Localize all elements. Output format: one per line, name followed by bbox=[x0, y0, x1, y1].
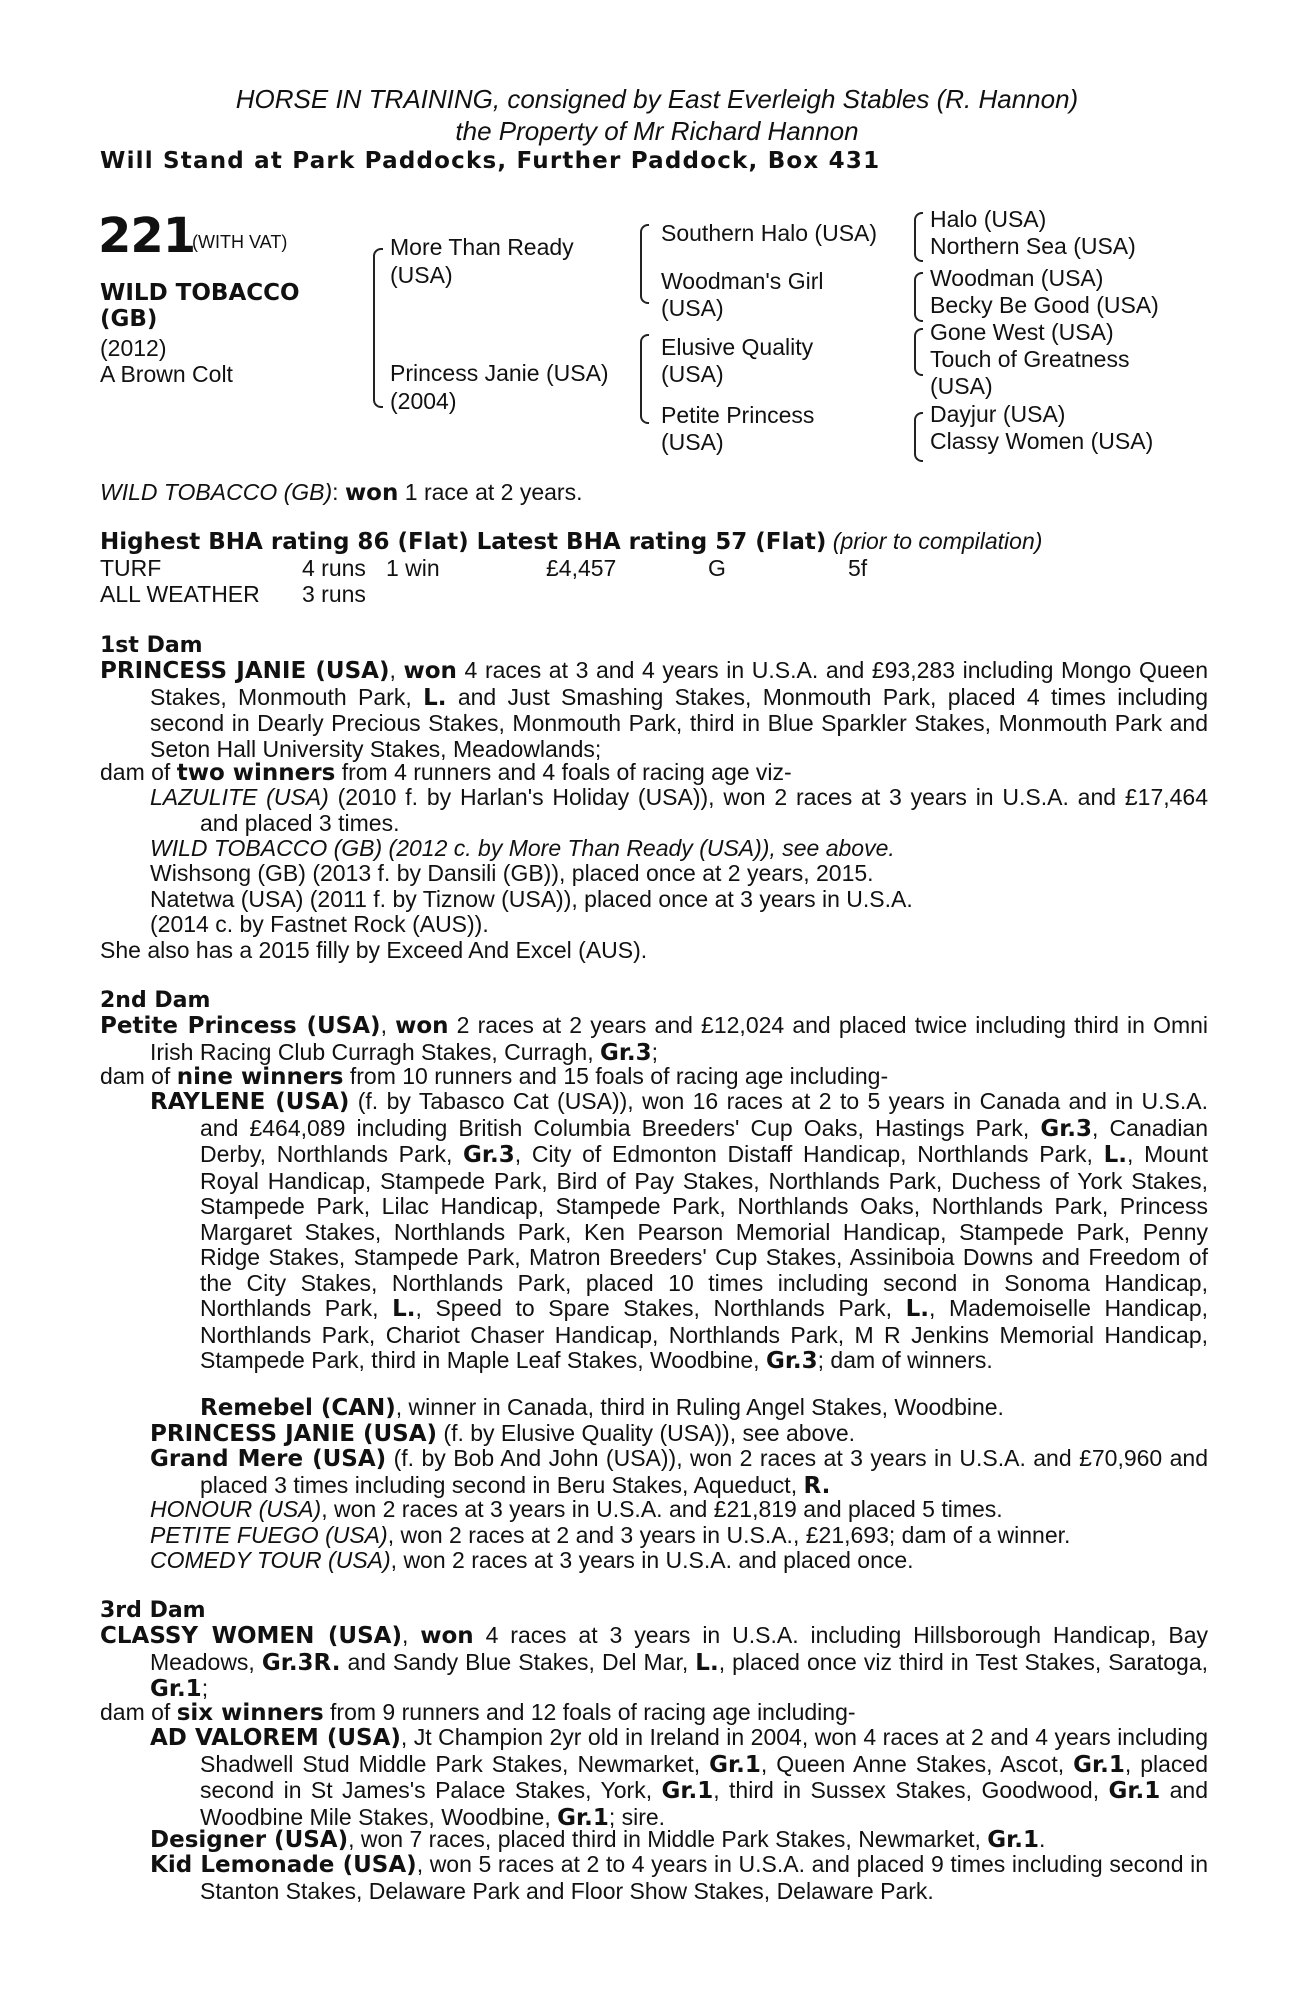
pedigree-brace-ss bbox=[914, 212, 923, 262]
dam-sire-line2: (USA) bbox=[661, 361, 724, 387]
header-line-1: HORSE IN TRAINING, consigned by East Everleigh Stables (R. Hannon) bbox=[235, 84, 1079, 114]
raylene-record bbox=[150, 1089, 1208, 1375]
dam1-dam-of bbox=[100, 760, 1208, 787]
av-b: , Queen Anne Stakes, Ascot, bbox=[760, 1750, 1065, 1777]
horse-year: (2012) bbox=[100, 335, 167, 361]
pedigree-brace-dam bbox=[640, 334, 649, 424]
dam3-damof-rest: from 9 runners and 12 foals of racing age including- bbox=[330, 1699, 856, 1725]
raylene-d: , Mount Royal Handicap, Stampede Park, Bird of Pay Stakes, Northlands Park, Duchess of York Stakes, Stampede Park, Lilac Handicap, Stampede Park, Northlands Oaks, Northlands Park, Princess Margaret Stakes, Northlands Park, Ken Pearson Memorial Handicap, Stampede Park, Penny Ridge Stakes, Stampede Park, Matron Breeders' Cup Stakes, Assiniboia Downs and Freedom of the City Stakes, Northlands Park, placed 10 times including second in Sonoma Handicap, Northlands Park, bbox=[200, 1141, 1208, 1321]
turf-earnings: £4,457 bbox=[546, 555, 617, 581]
dam1-name: PRINCESS JANIE (USA) bbox=[100, 658, 390, 684]
gm-record bbox=[150, 1446, 1208, 1499]
dam1-progeny-2: WILD TOBACCO (GB) (2012 c. by More Than Ready (USA)), see above. bbox=[150, 835, 895, 861]
raylene-l1: L. bbox=[1103, 1142, 1127, 1168]
dam1-record: PRINCESS JANIE (USA), won 4 races at 3 and 4 years in U.S.A. and £93,283 including Mongo Queen Stakes, Monmouth Park, L. and Just Smashing Stakes, Monmouth Park, placed 4 times including second in Dearly Precious Stakes, Monmouth Park, third in Blue Sparkler Stakes, Monmouth Park and Seton Hall University Stakes, Meadowlands; bbox=[100, 657, 1209, 762]
ct-name: COMEDY TOUR (USA) bbox=[150, 1547, 391, 1573]
ds-sire: Gone West (USA) bbox=[930, 319, 1114, 345]
dam3-t1: 4 races at 3 years in U.S.A. including Hillsborough Handicap, Bay Meadows, bbox=[150, 1622, 1209, 1675]
dam3-gr1: Gr.3R. bbox=[261, 1649, 341, 1676]
prog1-name: LAZULITE (USA) bbox=[150, 784, 329, 810]
dam1-damof: dam of bbox=[100, 759, 171, 785]
ct-record bbox=[150, 1548, 1208, 1574]
ss-sire: Halo (USA) bbox=[930, 206, 1047, 232]
horse-description: A Brown Colt bbox=[100, 361, 233, 387]
turf-runs: 4 runs bbox=[302, 555, 366, 581]
av-f: ; sire. bbox=[608, 1803, 666, 1830]
sire-dam-line1: Woodman's Girl bbox=[661, 268, 824, 294]
dam2-winners: nine winners bbox=[176, 1064, 344, 1090]
horse-name-line1: WILD TOBACCO bbox=[100, 280, 300, 306]
sire-line1: More Than Ready bbox=[390, 234, 574, 260]
av-d: , third in Sussex Stakes, Goodwood, bbox=[713, 1777, 1100, 1803]
dam1-winners: two winners bbox=[176, 760, 336, 786]
remebel-record bbox=[200, 1395, 1208, 1422]
designer-name: Designer (USA) bbox=[150, 1827, 349, 1853]
designer-record bbox=[150, 1827, 1208, 1854]
dam2-name: Petite Princess (USA) bbox=[100, 1013, 381, 1039]
dd-dam: Classy Women (USA) bbox=[930, 428, 1154, 454]
pf-record bbox=[150, 1523, 1208, 1549]
dam2-record: Petite Princess (USA), won 2 races at 2 years and £12,024 and placed twice including third in Omni Irish Racing Club Curragh Stakes, Curragh, Gr.3; bbox=[100, 1012, 1209, 1066]
raylene-e: , Speed to Spare Stakes, Northlands Park, bbox=[415, 1295, 893, 1321]
dam3-name: CLASSY WOMEN (USA) bbox=[100, 1623, 402, 1649]
av-c: , placed second in St James's Palace Stakes, York, bbox=[200, 1750, 1209, 1803]
av-record bbox=[150, 1725, 1208, 1831]
av-gr1: Gr.1 bbox=[709, 1751, 761, 1778]
summary-colon: : bbox=[332, 479, 339, 505]
turf-wins: 1 win bbox=[386, 555, 440, 581]
raylene-f: , Mademoiselle Handicap, Northlands Park, Chariot Chaser Handicap, Northlands Park, M R Jenkins Memorial Handicap, Stampede Park, third in Maple Leaf Stakes, Woodbine, bbox=[200, 1295, 1209, 1373]
dam2-won: won bbox=[395, 1013, 449, 1039]
header-location: Will Stand at Park Paddocks, Further Paddock, Box 431 bbox=[100, 148, 881, 174]
dam3-heading: 3rd Dam bbox=[100, 1598, 206, 1623]
av-e: and Woodbine Mile Stakes, Woodbine, bbox=[200, 1777, 1208, 1830]
dam3-record: CLASSY WOMEN (USA), won 4 races at 3 years in U.S.A. including Hillsborough Handicap, Bay Meadows, Gr.3R. and Sandy Blue Stakes, Del Mar, L., placed once viz third in Test Stakes, Saratoga, Gr.1; bbox=[100, 1622, 1209, 1702]
summary-rest: 1 race at 2 years. bbox=[404, 479, 583, 505]
av-name: AD VALOREM (USA) bbox=[150, 1725, 401, 1751]
dam1-listed: L. bbox=[423, 684, 447, 711]
prog1-rest: (2010 f. by Harlan's Holiday (USA)), won 2 races at 3 years in U.S.A. and £17,464 and placed 3 times. bbox=[200, 784, 1208, 836]
dam2-heading: 2nd Dam bbox=[100, 988, 211, 1013]
dam2-t1: 2 races at 2 years and £12,024 and placed twice including third in Omni Irish Racing Club Curragh Stakes, Curragh, bbox=[150, 1012, 1209, 1065]
ds-dam-line2: (USA) bbox=[930, 373, 993, 399]
ss-dam: Northern Sea (USA) bbox=[930, 233, 1136, 259]
kl-record bbox=[150, 1852, 1208, 1904]
summary-horse-name: WILD TOBACCO (GB) bbox=[100, 479, 333, 505]
aw-runs: 3 runs bbox=[302, 581, 366, 607]
honour-rest: , won 2 races at 3 years in U.S.A. and £21,819 and placed 5 times. bbox=[321, 1496, 1003, 1522]
dd-sire: Dayjur (USA) bbox=[930, 401, 1066, 427]
rating-note: (prior to compilation) bbox=[832, 528, 1043, 554]
pj-name: PRINCESS JANIE (USA) bbox=[150, 1421, 438, 1447]
sire-dam-line2: (USA) bbox=[661, 295, 724, 321]
pedigree-brace-dd bbox=[914, 412, 923, 462]
dam3-damof: dam of bbox=[100, 1699, 171, 1725]
dam1-progeny-3: Wishsong (GB) (2013 f. by Dansili (GB)), placed once at 2 years, 2015. bbox=[150, 860, 874, 886]
dam1-progeny-5: (2014 c. by Fastnet Rock (AUS)). bbox=[150, 911, 489, 937]
dam1-won: won bbox=[403, 658, 457, 684]
dam1-also: She also has a 2015 filly by Exceed And Excel (AUS). bbox=[100, 937, 648, 963]
av-gr4: Gr.1 bbox=[1108, 1778, 1161, 1804]
gm-name: Grand Mere (USA) bbox=[150, 1446, 387, 1472]
sd-dam: Becky Be Good (USA) bbox=[930, 292, 1159, 318]
av-gr5: Gr.1 bbox=[557, 1804, 609, 1831]
dam-dam-line1: Petite Princess bbox=[661, 402, 815, 428]
raylene-l2: L. bbox=[392, 1296, 416, 1322]
sd-sire: Woodman (USA) bbox=[930, 265, 1104, 291]
dam-line1: Princess Janie (USA) bbox=[390, 360, 609, 386]
dam2-damof: dam of bbox=[100, 1063, 171, 1089]
dam1-progeny-1 bbox=[150, 785, 1208, 836]
dam1-progeny-4: Natetwa (USA) (2011 f. by Tiznow (USA)), placed once at 3 years in U.S.A. bbox=[150, 886, 913, 912]
raylene-gr1: Gr.3 bbox=[1040, 1115, 1093, 1142]
turf-going: G bbox=[708, 555, 726, 581]
dam3-t3: , placed once viz third in Test Stakes, Saratoga, bbox=[718, 1648, 1209, 1675]
dam2-grade: Gr.3 bbox=[599, 1039, 652, 1066]
pj-record bbox=[150, 1421, 1208, 1448]
pedigree-brace-main bbox=[373, 248, 383, 408]
ds-dam-line1: Touch of Greatness bbox=[930, 346, 1130, 372]
pedigree-brace-sd bbox=[914, 272, 923, 322]
dam2-t1end: ; bbox=[651, 1038, 659, 1065]
av-a: , Jt Champion 2yr old in Ireland in 2004, won 4 races at 2 and 4 years including Shadwell Stud Middle Park Stakes, Newmarket, bbox=[200, 1724, 1208, 1777]
dam1-t1: 4 races at 3 and 4 years in U.S.A. and £93,283 including Mongo Queen Stakes, Monmouth Park, bbox=[150, 657, 1208, 710]
rating-bold: Highest BHA rating 86 (Flat) Latest BHA rating 57 (Flat) bbox=[100, 529, 827, 555]
dam1-heading: 1st Dam bbox=[100, 633, 203, 658]
dam1-damof-rest: from 4 runners and 4 foals of racing age viz- bbox=[341, 759, 792, 785]
pedigree-brace-ds bbox=[914, 328, 923, 376]
dam-sire-line1: Elusive Quality bbox=[661, 334, 814, 360]
lot-number: 221 bbox=[98, 208, 196, 264]
aw-surface: ALL WEATHER bbox=[100, 581, 260, 607]
dam3-winners: six winners bbox=[176, 1700, 324, 1726]
pedigree-brace-sire bbox=[640, 224, 649, 304]
designer-b: . bbox=[1038, 1826, 1046, 1852]
designer-gr: Gr.1 bbox=[987, 1827, 1039, 1853]
honour-name: HONOUR (USA) bbox=[150, 1496, 322, 1522]
race-summary bbox=[100, 480, 582, 507]
remebel-rest: , winner in Canada, third in Ruling Angel Stakes, Woodbine. bbox=[395, 1394, 1004, 1420]
raylene-c: , City of Edmonton Distaff Handicap, Northlands Park, bbox=[514, 1141, 1093, 1167]
kl-name: Kid Lemonade (USA) bbox=[150, 1852, 417, 1878]
dam3-t4: ; bbox=[201, 1675, 209, 1701]
gm-a: (f. by Bob And John (USA)), won 2 races at 3 years in U.S.A. and £70,960 and placed 3 times including second in Beru Stakes, Aqueduct, bbox=[200, 1445, 1209, 1498]
ct-rest: , won 2 races at 3 years in U.S.A. and placed once. bbox=[390, 1547, 914, 1573]
raylene-gr2: Gr.3 bbox=[463, 1142, 515, 1168]
raylene-l3: L. bbox=[905, 1296, 929, 1322]
sire-sire: Southern Halo (USA) bbox=[661, 220, 878, 246]
remebel-name: Remebel (CAN) bbox=[200, 1395, 396, 1421]
gm-r: R. bbox=[803, 1472, 831, 1499]
dam3-won: won bbox=[420, 1623, 474, 1649]
horse-name-line2: (GB) bbox=[100, 306, 158, 332]
kl-rest: , won 5 races at 2 to 4 years in U.S.A. and placed 9 times including second in Stanton Stakes, Delaware Park and Floor Show Stakes, Delaware Park. bbox=[200, 1851, 1208, 1904]
turf-surface: TURF bbox=[100, 555, 162, 581]
pj-rest: (f. by Elusive Quality (USA)), see above. bbox=[443, 1420, 856, 1446]
dam2-damof-rest: from 10 runners and 15 foals of racing age including- bbox=[349, 1063, 889, 1089]
summary-won: won bbox=[344, 480, 399, 506]
header-line-2: the Property of Mr Richard Hannon bbox=[455, 116, 859, 146]
raylene-name: RAYLENE (USA) bbox=[150, 1089, 350, 1115]
dam1-t2: and Just Smashing Stakes, Monmouth Park, placed 4 times including second in Dearly Precious Stakes, Monmouth Park, third in Blue Sparkler Stakes, Monmouth Park and Seton Hall University Stakes, Meadowlands; bbox=[150, 683, 1209, 762]
raylene-g: ; dam of winners. bbox=[817, 1347, 993, 1373]
dam3-t2: and Sandy Blue Stakes, Del Mar, bbox=[347, 1648, 689, 1675]
raylene-a: (f. by Tabasco Cat (USA)), won 16 races at 2 to 5 years in Canada and in U.S.A. and £464,089 including British Columbia Breeders' Cup Oaks, Hastings Park, bbox=[200, 1088, 1209, 1141]
pf-rest: , won 2 races at 2 and 3 years in U.S.A., £21,693; dam of a winner. bbox=[387, 1522, 1071, 1548]
sire-line2: (USA) bbox=[390, 262, 453, 288]
turf-distance: 5f bbox=[848, 555, 868, 581]
dam3-listed: L. bbox=[695, 1649, 719, 1676]
raylene-b: , Canadian Derby, Northlands Park, bbox=[200, 1114, 1209, 1167]
av-gr2: Gr.1 bbox=[1073, 1751, 1125, 1778]
dam-line2: (2004) bbox=[390, 388, 457, 414]
lot-vat: (WITH VAT) bbox=[192, 232, 288, 252]
dam3-dam-of bbox=[100, 1700, 1208, 1727]
pf-name: PETITE FUEGO (USA) bbox=[150, 1522, 388, 1548]
raylene-gr3: Gr.3 bbox=[765, 1348, 818, 1374]
dam-dam-line2: (USA) bbox=[661, 429, 724, 455]
dam2-dam-of bbox=[100, 1064, 1208, 1091]
av-gr3: Gr.1 bbox=[661, 1778, 714, 1804]
dam3-gr2: Gr.1 bbox=[150, 1676, 202, 1702]
rating-line bbox=[100, 529, 1042, 556]
designer-a: , won 7 races, placed third in Middle Park Stakes, Newmarket, bbox=[348, 1826, 981, 1852]
honour-record bbox=[150, 1497, 1208, 1523]
